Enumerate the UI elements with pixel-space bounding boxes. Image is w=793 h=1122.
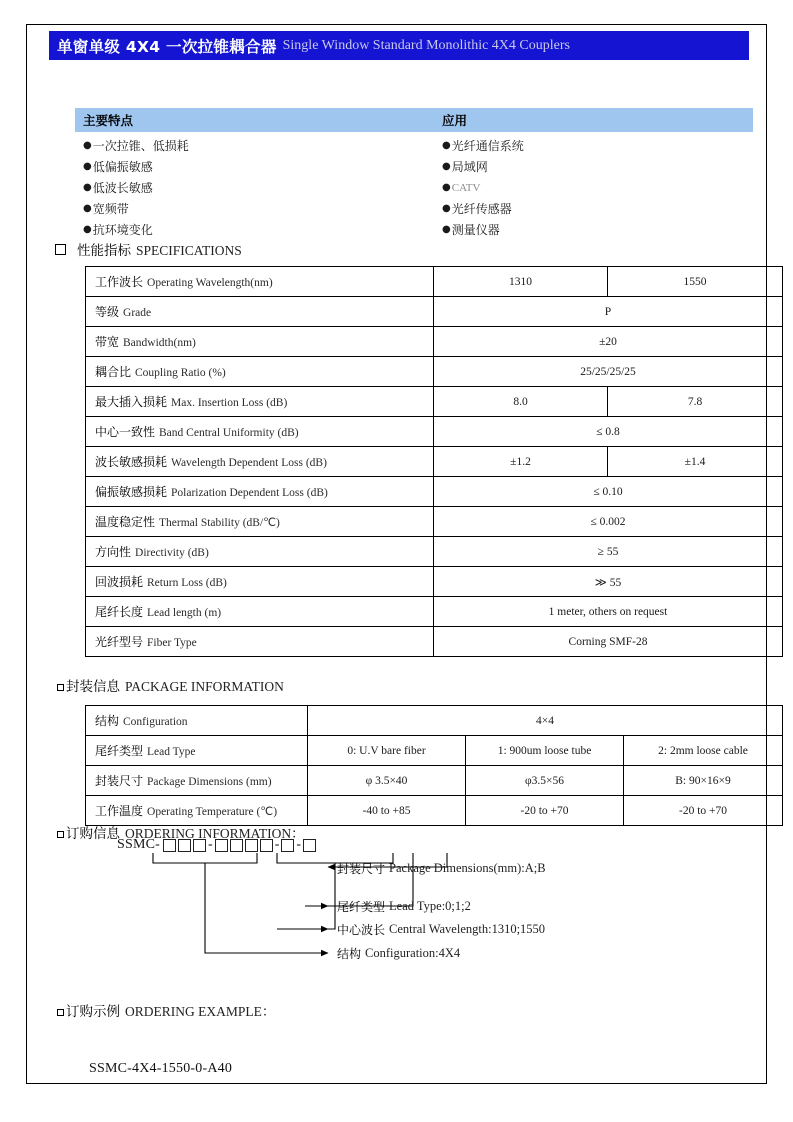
page-title-en: Single Window Standard Monolithic 4X4 Couplers bbox=[282, 37, 570, 53]
features-row bbox=[75, 177, 753, 198]
spec-value: ≤ 0.002 bbox=[434, 507, 783, 537]
table-row bbox=[86, 447, 783, 477]
package-value-option1: -20 to +70 bbox=[466, 796, 624, 826]
table-row bbox=[86, 736, 783, 766]
spec-label-en: Fiber Type bbox=[147, 637, 197, 649]
application-label: 测量仪器 bbox=[451, 223, 500, 237]
spec-label-cell bbox=[86, 597, 434, 627]
bullet-icon: ● bbox=[442, 181, 451, 193]
feature-item bbox=[75, 137, 440, 154]
bullet-icon: ● bbox=[442, 202, 451, 214]
part-number-prefix: SSMC- bbox=[117, 837, 161, 852]
bullet-icon: ● bbox=[83, 181, 92, 193]
table-row bbox=[86, 327, 783, 357]
legend-lead-type bbox=[337, 898, 471, 915]
ordering-example-heading bbox=[57, 1000, 275, 1020]
legend-central-wavelength bbox=[337, 921, 545, 938]
applications-column-title: 应用 bbox=[442, 113, 468, 128]
spec-label-en: Bandwidth(nm) bbox=[123, 337, 196, 349]
code-separator: - bbox=[296, 837, 302, 852]
table-row bbox=[86, 766, 783, 796]
spec-value-1310: ±1.2 bbox=[434, 447, 608, 477]
spec-label-cn: 回波损耗 bbox=[95, 575, 144, 589]
spec-label-cell bbox=[86, 507, 434, 537]
package-information-table bbox=[85, 705, 783, 826]
spec-label-en: Directivity (dB) bbox=[135, 547, 209, 559]
features-row bbox=[75, 135, 753, 156]
spec-value-1550: 1550 bbox=[608, 267, 783, 297]
table-row bbox=[86, 297, 783, 327]
datasheet-page bbox=[26, 24, 767, 1084]
example-part-number: SSMC-4X4-1550-0-A40 bbox=[89, 1061, 233, 1076]
example-heading-cn: 订购示例 bbox=[66, 1004, 120, 1020]
specifications-heading-en: SPECIFICATIONS bbox=[136, 243, 242, 258]
square-bullet-icon bbox=[57, 684, 64, 691]
application-item bbox=[440, 182, 480, 194]
spec-label-cell bbox=[86, 387, 434, 417]
package-value-option0: -40 to +85 bbox=[308, 796, 466, 826]
features-table-body bbox=[75, 135, 753, 240]
features-row bbox=[75, 198, 753, 219]
spec-label-en: Operating Wavelength(nm) bbox=[147, 277, 273, 289]
spec-label-en: Max. Insertion Loss (dB) bbox=[171, 397, 288, 409]
legend-label-en: Configuration:4X4 bbox=[365, 946, 461, 960]
example-heading-en: ORDERING EXAMPLE： bbox=[125, 1004, 276, 1019]
spec-label-cell bbox=[86, 357, 434, 387]
square-bullet-icon bbox=[57, 831, 64, 838]
spec-value: ≥ 55 bbox=[434, 537, 783, 567]
feature-label: 宽频带 bbox=[92, 202, 129, 216]
spec-value: 25/25/25/25 bbox=[434, 357, 783, 387]
package-value: 4×4 bbox=[308, 706, 783, 736]
bullet-icon: ● bbox=[83, 202, 92, 214]
application-label: 局域网 bbox=[451, 160, 488, 174]
application-label: 光纤传感器 bbox=[451, 202, 512, 216]
features-row bbox=[75, 219, 753, 240]
spec-label-cn: 等级 bbox=[95, 305, 120, 319]
table-row bbox=[86, 597, 783, 627]
table-row bbox=[86, 357, 783, 387]
spec-label-cell bbox=[86, 297, 434, 327]
spec-value: P bbox=[434, 297, 783, 327]
page-title-cn: 单窗单级 4X4 一次拉锥耦合器 bbox=[57, 37, 277, 56]
application-item bbox=[440, 200, 512, 217]
package-heading-en: PACKAGE INFORMATION bbox=[125, 679, 284, 694]
spec-label-cell bbox=[86, 627, 434, 657]
legend-label-cn: 结构 bbox=[337, 947, 362, 961]
table-row bbox=[86, 387, 783, 417]
bullet-icon: ● bbox=[442, 139, 451, 151]
legend-label-cn: 中心波长 bbox=[337, 923, 386, 937]
spec-value-1550: 7.8 bbox=[608, 387, 783, 417]
feature-label: 低偏振敏感 bbox=[92, 160, 153, 174]
application-item bbox=[440, 221, 500, 238]
package-label-cell bbox=[86, 736, 308, 766]
feature-label: 低波长敏感 bbox=[92, 181, 153, 195]
package-value-option0: 0: U.V bare fiber bbox=[308, 736, 466, 766]
spec-value: ≤ 0.10 bbox=[434, 477, 783, 507]
spec-label-en: Coupling Ratio (%) bbox=[135, 367, 226, 379]
spec-label-en: Wavelength Dependent Loss (dB) bbox=[171, 457, 327, 469]
specifications-table bbox=[85, 266, 783, 657]
bullet-icon: ● bbox=[83, 139, 92, 151]
package-label-cn: 工作温度 bbox=[95, 804, 144, 818]
code-separator: - bbox=[208, 837, 213, 852]
spec-label-cn: 温度稳定性 bbox=[95, 515, 156, 529]
legend-label-cn: 尾纤类型 bbox=[337, 900, 386, 914]
package-information-heading bbox=[57, 675, 284, 695]
spec-label-en: Polarization Dependent Loss (dB) bbox=[171, 487, 328, 499]
spec-label-cn: 耦合比 bbox=[95, 365, 132, 379]
feature-label: 抗环境变化 bbox=[92, 223, 153, 237]
package-label-cn: 结构 bbox=[95, 714, 120, 728]
application-item bbox=[440, 137, 524, 154]
table-row bbox=[86, 267, 783, 297]
specifications-heading bbox=[55, 239, 242, 259]
spec-value-1310: 8.0 bbox=[434, 387, 608, 417]
spec-label-cn: 波长敏感损耗 bbox=[95, 455, 168, 469]
spec-label-cell bbox=[86, 267, 434, 297]
package-value-option1: 1: 900um loose tube bbox=[466, 736, 624, 766]
spec-value-1550: ±1.4 bbox=[608, 447, 783, 477]
legend-label-en: Package Dimensions(mm):A;B bbox=[389, 861, 546, 875]
package-value-option2: -20 to +70 bbox=[624, 796, 783, 826]
spec-label-cell bbox=[86, 567, 434, 597]
spec-label-en: Return Loss (dB) bbox=[147, 577, 227, 589]
spec-label-cell bbox=[86, 327, 434, 357]
features-table-header bbox=[75, 108, 753, 132]
features-row bbox=[75, 156, 753, 177]
spec-value: Corning SMF-28 bbox=[434, 627, 783, 657]
spec-label-cn: 偏振敏感损耗 bbox=[95, 485, 168, 499]
legend-label-en: Central Wavelength:1310;1550 bbox=[389, 922, 546, 936]
ordering-heading-cn: 订购信息 bbox=[66, 826, 120, 842]
spec-label-en: Lead length (m) bbox=[147, 607, 222, 619]
spec-label-en: Band Central Uniformity (dB) bbox=[159, 427, 299, 439]
table-row bbox=[86, 706, 783, 736]
bullet-icon: ● bbox=[442, 223, 451, 235]
table-row bbox=[86, 417, 783, 447]
package-label-cn: 尾纤类型 bbox=[95, 744, 144, 758]
ordering-heading-en: ORDERING INFORMATION： bbox=[125, 826, 305, 841]
feature-item bbox=[75, 221, 440, 238]
feature-label: 一次拉锥、低损耗 bbox=[92, 139, 189, 153]
spec-label-cell bbox=[86, 447, 434, 477]
spec-label-cn: 尾纤长度 bbox=[95, 605, 144, 619]
spec-label-en: Grade bbox=[123, 307, 152, 319]
spec-label-cell bbox=[86, 417, 434, 447]
specifications-heading-cn: 性能指标 bbox=[77, 243, 131, 259]
package-value-option2: 2: 2mm loose cable bbox=[624, 736, 783, 766]
bullet-icon: ● bbox=[83, 160, 92, 172]
package-heading-cn: 封装信息 bbox=[66, 679, 120, 695]
legend-label-en: Lead Type:0;1;2 bbox=[389, 899, 471, 913]
spec-label-cn: 光纤型号 bbox=[95, 635, 144, 649]
spec-label-cn: 带宽 bbox=[95, 335, 120, 349]
package-label-cn: 封装尺寸 bbox=[95, 774, 144, 788]
package-label-cell bbox=[86, 766, 308, 796]
spec-label-cn: 工作波长 bbox=[95, 275, 144, 289]
feature-item bbox=[75, 200, 440, 217]
package-label-en: Operating Temperature (℃) bbox=[147, 806, 278, 818]
package-label-en: Configuration bbox=[123, 716, 188, 728]
legend-label-cn: 封装尺寸 bbox=[337, 862, 386, 876]
application-item bbox=[440, 158, 488, 175]
spec-label-cell bbox=[86, 537, 434, 567]
bullet-icon: ● bbox=[442, 160, 451, 172]
application-label: CATV bbox=[451, 181, 481, 194]
spec-label-cell bbox=[86, 477, 434, 507]
spec-value: ≫ 55 bbox=[434, 567, 783, 597]
feature-item bbox=[75, 179, 440, 196]
package-label-cell bbox=[86, 796, 308, 826]
feature-item bbox=[75, 158, 440, 175]
spec-label-cn: 最大插入损耗 bbox=[95, 395, 168, 409]
table-row bbox=[86, 627, 783, 657]
document-title-band bbox=[49, 31, 749, 60]
ordering-code-diagram bbox=[85, 837, 755, 977]
package-value-option1: φ3.5×56 bbox=[466, 766, 624, 796]
application-label: 光纤通信系统 bbox=[451, 139, 524, 153]
code-separator: - bbox=[274, 837, 280, 852]
spec-label-cn: 方向性 bbox=[95, 545, 132, 559]
spec-label-cn: 中心一致性 bbox=[95, 425, 156, 439]
package-value-option2: B: 90×16×9 bbox=[624, 766, 783, 796]
legend-configuration bbox=[337, 945, 460, 962]
legend-package-dimensions bbox=[337, 860, 546, 877]
table-row bbox=[86, 537, 783, 567]
spec-value-1310: 1310 bbox=[434, 267, 608, 297]
package-label-en: Package Dimensions (mm) bbox=[147, 776, 272, 788]
spec-label-en: Thermal Stability (dB/℃) bbox=[159, 517, 280, 529]
square-bullet-icon bbox=[57, 1009, 64, 1016]
package-label-en: Lead Type bbox=[147, 746, 196, 758]
table-row bbox=[86, 477, 783, 507]
table-row bbox=[86, 567, 783, 597]
table-row bbox=[86, 507, 783, 537]
package-label-cell bbox=[86, 706, 308, 736]
spec-value: 1 meter, others on request bbox=[434, 597, 783, 627]
spec-value: ≤ 0.8 bbox=[434, 417, 783, 447]
package-value-option0: φ 3.5×40 bbox=[308, 766, 466, 796]
table-row bbox=[86, 796, 783, 826]
spec-value: ±20 bbox=[434, 327, 783, 357]
features-column-title: 主要特点 bbox=[83, 113, 134, 128]
bullet-icon: ● bbox=[83, 223, 92, 235]
square-bullet-icon bbox=[55, 244, 66, 255]
